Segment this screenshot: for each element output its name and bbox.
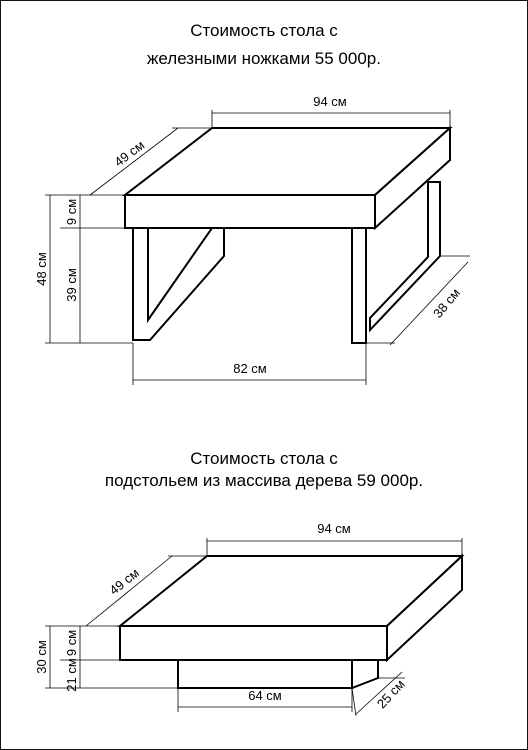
table1-dim-leg-span: 82 см: [233, 361, 267, 376]
table2-dim-top-thickness: 9 см: [64, 629, 79, 657]
table2-dim-total-height: 30 см: [34, 640, 49, 674]
table1-title-line2: железными ножками 55 000р.: [147, 49, 381, 68]
table1-title-line1: Стоимость стола с: [190, 21, 338, 40]
table2-dim-depth: 49 см: [106, 565, 142, 598]
table2-title-line1: Стоимость стола с: [190, 449, 338, 468]
table1-dim-top-width: 94 см: [313, 94, 347, 109]
table2-dim-top-width: 94 см: [317, 521, 351, 536]
table1-dim-top-thickness: 9 см: [64, 198, 79, 226]
table2-drawing: [34, 521, 462, 716]
table2-dim-base-width: 64 см: [248, 688, 282, 703]
table1-dim-leg-depth: 38 см: [430, 285, 464, 321]
table2-base-front: [178, 660, 352, 688]
table1-dim-total-height: 48 см: [34, 252, 49, 286]
table1-dim-leg-height: 39 см: [64, 268, 79, 302]
table1-top-front: [125, 195, 375, 228]
table2-top-front: [120, 626, 387, 660]
table1-drawing: [34, 94, 470, 385]
table2-title-line2: подстольем из массива дерева 59 000р.: [104, 471, 424, 490]
table1-right-leg: [352, 228, 366, 343]
table1-dim-depth: 49 см: [111, 137, 148, 170]
table2-dim-base-depth: 25 см: [373, 676, 408, 712]
table2-base-side: [352, 660, 378, 688]
table2-dim-base-height: 21 см: [64, 658, 79, 692]
table1-left-leg: [133, 228, 224, 340]
